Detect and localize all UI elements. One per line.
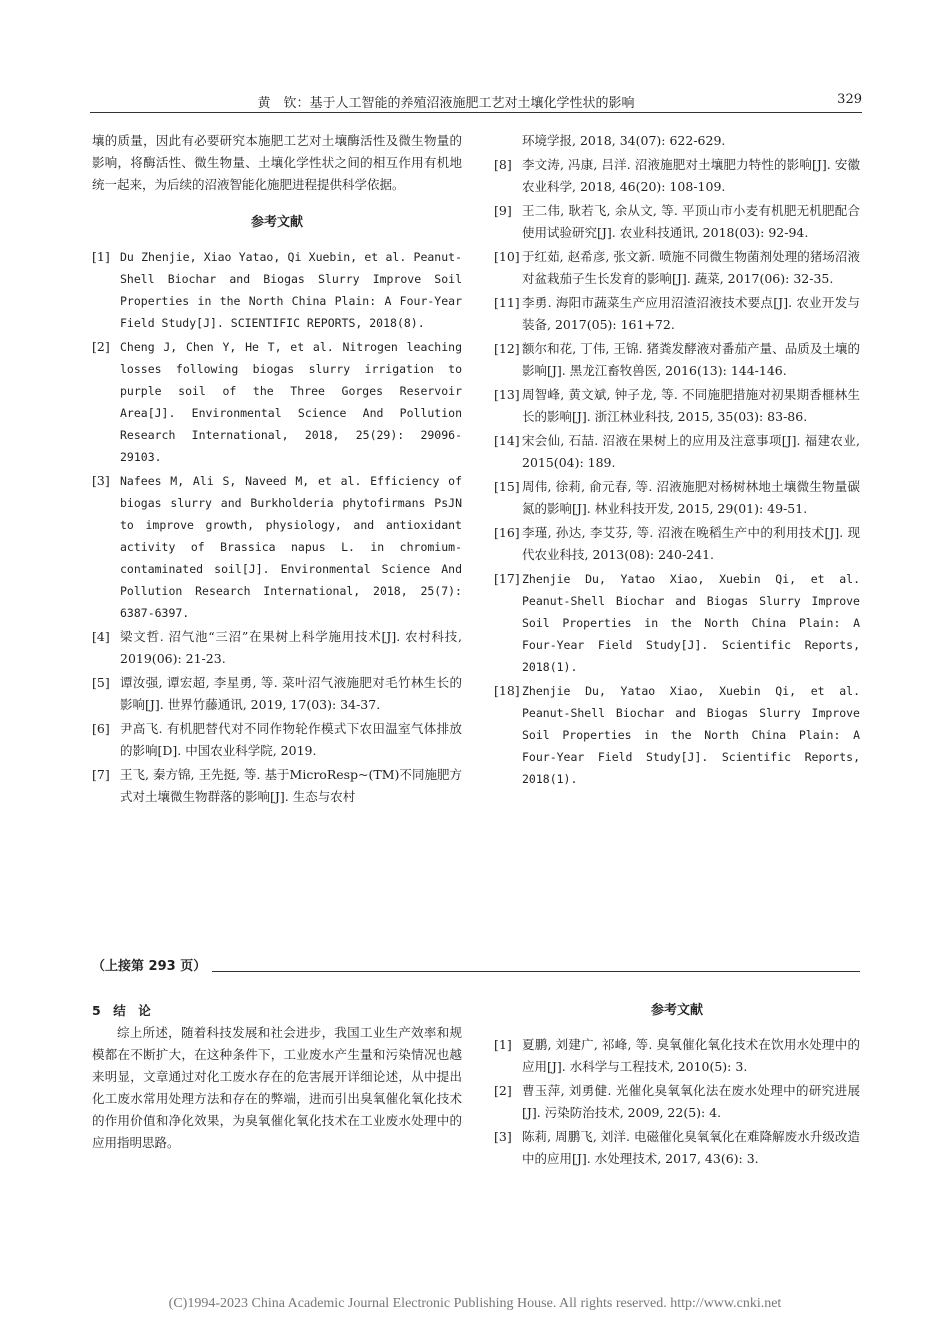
- reference-text: 周智峰, 黄文斌, 钟子龙, 等. 不同施肥措施对初果期香榧林生长的影响[J]. 浙江林业科技, 2015, 35(03): 83-86.: [522, 387, 860, 424]
- reference-item: [494, 154, 860, 198]
- reference-text: Zhenjie Du, Yatao Xiao, Xuebin Qi, et al. Peanut-Shell Biochar and Biogas Slurry Improve Soil Properties in the North China Plain: A Four-Year Field Study[J]. Scientific Reports, 2018(1).: [522, 572, 860, 674]
- reference-item: [494, 1080, 860, 1124]
- continuation-divider: [92, 955, 860, 977]
- reference-number: [10]: [494, 249, 520, 264]
- reference-number: [17]: [494, 571, 520, 586]
- reference-text: 李文涛, 冯康, 吕洋. 沼液施肥对土壤肥力特性的影响[J]. 安徽农业科学, 2018, 46(20): 108-109.: [522, 157, 860, 194]
- reference-number: [1]: [92, 249, 110, 264]
- reference-item: [92, 718, 462, 762]
- reference-number: [3]: [494, 1129, 512, 1144]
- reference-number: [12]: [494, 341, 520, 356]
- reference-number: [7]: [92, 767, 110, 782]
- reference-number: [11]: [494, 295, 520, 310]
- reference-text: 尹高飞. 有机肥替代对不同作物轮作模式下农田温室气体排放的影响[D]. 中国农业科学院, 2019.: [120, 721, 462, 758]
- top-left-column: [92, 130, 462, 810]
- reference-text: Du Zhenjie, Xiao Yatao, Qi Xuebin, et al. Peanut-Shell Biochar and Biogas Slurry Improve Soil Properties in the North China Plain: A Four-Year Field Study[J]. SCIENTIFIC REPORTS, 2018(8).: [120, 250, 462, 330]
- reference-text: 梁文哲. 沼气池“三沼”在果树上科学施用技术[J]. 农村科技, 2019(06): 21-23.: [120, 629, 462, 666]
- top-right-column: [494, 130, 860, 792]
- running-header: [90, 90, 862, 113]
- reference-number: [13]: [494, 387, 520, 402]
- reference-item: [92, 764, 462, 808]
- bottom-references-column: [494, 1000, 860, 1172]
- references-heading: 参考文献: [650, 1003, 703, 1018]
- reference-number: [2]: [494, 1083, 512, 1098]
- reference-item: [494, 200, 860, 244]
- reference-text: 额尔和花, 丁伟, 王锦. 猪粪发酵液对番茄产量、品质及土壤的影响[J]. 黑龙江畜牧兽医, 2016(13): 144-146.: [522, 341, 860, 378]
- reference-number: [1]: [494, 1037, 512, 1052]
- conclusion-column: [92, 1000, 462, 1154]
- reference-text: Zhenjie Du, Yatao Xiao, Xuebin Qi, et al. Peanut-Shell Biochar and Biogas Slurry Improve Soil Properties in the North China Plain: A Four-Year Field Study[J]. Scientific Reports, 2018(1).: [522, 684, 860, 786]
- reference-number: [4]: [92, 629, 110, 644]
- reference-item: [494, 292, 860, 336]
- reference-number: [8]: [494, 157, 512, 172]
- reference-number: [6]: [92, 721, 110, 736]
- reference-item: [494, 430, 860, 474]
- reference-number: [5]: [92, 675, 110, 690]
- reference-item: [494, 522, 860, 566]
- reference-text: Nafees M, Ali S, Naveed M, et al. Efficiency of biogas slurry and Burkholderia phytofirmans PsJN to improve growth, physiology, and antioxidant activity of Brassica napus L. in chromium-contaminated soil[J]. Environmental Science And Pollution Research International, 2018, 25(7): 6387-6397.: [120, 474, 462, 620]
- intro-paragraph: 壤的质量，因此有必要研究本施肥工艺对土壤酶活性及微生物量的影响，将酶活性、微生物量、土壤化学性状之间的相互作用有机地统一起来，为后续的沼液智能化施肥进程提供科学依据。: [92, 133, 462, 192]
- reference-text: 于红茹, 赵希彦, 张文新. 喷施不同微生物菌剂处理的猪场沼液对盆栽茄子生长发育的影响[J]. 蔬菜, 2017(06): 32-35.: [522, 249, 860, 286]
- reference-number: [9]: [494, 203, 512, 218]
- reference-number: [18]: [494, 683, 520, 698]
- reference-item: [92, 672, 462, 716]
- reference-list: [494, 1034, 860, 1170]
- continuation-label: （上接第 293 页）: [92, 955, 212, 974]
- reference-item: [494, 1034, 860, 1078]
- reference-text: 夏鹏, 刘建广, 祁峰, 等. 臭氧催化氧化技术在饮用水处理中的应用[J]. 水科学与工程技术, 2010(5): 3.: [522, 1037, 860, 1074]
- reference-item: [92, 470, 462, 624]
- reference-item: [92, 246, 462, 334]
- reference-item: [92, 336, 462, 468]
- reference-number: [14]: [494, 433, 520, 448]
- reference-text: Cheng J, Chen Y, He T, et al. Nitrogen leaching losses following biogas slurry irrigation to purple soil of the Three Gorges Reservoir Area[J]. Environmental Science And Pollution Research International, 2018, 25(29): 29096-29103.: [120, 340, 462, 464]
- reference-item: [494, 246, 860, 290]
- reference-number: [3]: [92, 473, 110, 488]
- reference-item: [494, 476, 860, 520]
- reference-list: [494, 130, 860, 790]
- page-number: 329: [837, 92, 862, 107]
- reference-item: [92, 626, 462, 670]
- copyright-footer: (C)1994-2023 China Academic Journal Electronic Publishing House. All rights reserved. http://www.cnki.net: [168, 1296, 782, 1311]
- reference-item: [494, 130, 860, 152]
- reference-list: [92, 246, 462, 808]
- reference-item: [494, 680, 860, 790]
- reference-text: 宋会仙, 石喆. 沼液在果树上的应用及注意事项[J]. 福建农业, 2015(04): 189.: [522, 433, 860, 470]
- reference-number: [15]: [494, 479, 520, 494]
- reference-text: 周伟, 徐莉, 俞元春, 等. 沼液施肥对杨树林地土壤微生物量碳氮的影响[J]. 林业科技开发, 2015, 29(01): 49-51.: [522, 479, 860, 516]
- reference-text: 李勇. 海阳市蔬菜生产应用沼渣沼液技术要点[J]. 农业开发与装备, 2017(05): 161+72.: [522, 295, 860, 332]
- reference-text: 曹玉萍, 刘勇健. 光催化臭氧氧化法在废水处理中的研究进展[J]. 污染防治技术, 2009, 22(5): 4.: [522, 1083, 860, 1120]
- reference-number: [2]: [92, 339, 110, 354]
- reference-text: 李瑾, 孙达, 李艾芬, 等. 沼液在晚稻生产中的利用技术[J]. 现代农业科技, 2013(08): 240-241.: [522, 525, 860, 562]
- reference-text: 王二伟, 耿若飞, 余从文, 等. 平顶山市小麦有机肥无机肥配合使用试验研究[J]. 农业科技通讯, 2018(03): 92-94.: [522, 203, 860, 240]
- reference-item: [494, 384, 860, 428]
- reference-number: [16]: [494, 525, 520, 540]
- reference-text: 王飞, 秦方锦, 王先挺, 等. 基于MicroResp~(TM)不同施肥方式对土壤微生物群落的影响[J]. 生态与农村: [120, 767, 462, 804]
- references-heading: 参考文献: [250, 215, 303, 230]
- reference-text: 环境学报, 2018, 34(07): 622-629.: [522, 133, 726, 148]
- reference-item: [494, 1126, 860, 1170]
- reference-number: [494, 130, 522, 152]
- conclusion-heading: 5 结 论: [92, 1003, 151, 1018]
- running-title: 黄 钦：基于人工智能的养殖沼液施肥工艺对土壤化学性状的影响: [257, 96, 635, 111]
- reference-text: 陈莉, 周鹏飞, 刘洋. 电磁催化臭氧氧化在难降解废水升级改造中的应用[J]. 水处理技术, 2017, 43(6): 3.: [522, 1129, 860, 1166]
- reference-item: [494, 338, 860, 382]
- conclusion-paragraph: 综上所述，随着科技发展和社会进步，我国工业生产效率和规模都在不断扩大，在这种条件下，工业废水产生量和污染情况也越来明显，文章通过对化工废水存在的危害展开详细论述，从中提出化工废水常用处理方法和存在的弊端，进而引出臭氧催化氧化技术的作用价值和净化效果，为臭氧催化氧化技术在工业废水处理中的应用指明思路。: [92, 1025, 462, 1150]
- reference-item: [494, 568, 860, 678]
- reference-text: 谭汝强, 谭宏超, 李星勇, 等. 菜叶沼气液施肥对毛竹林生长的影响[J]. 世界竹藤通讯, 2019, 17(03): 34-37.: [120, 675, 462, 712]
